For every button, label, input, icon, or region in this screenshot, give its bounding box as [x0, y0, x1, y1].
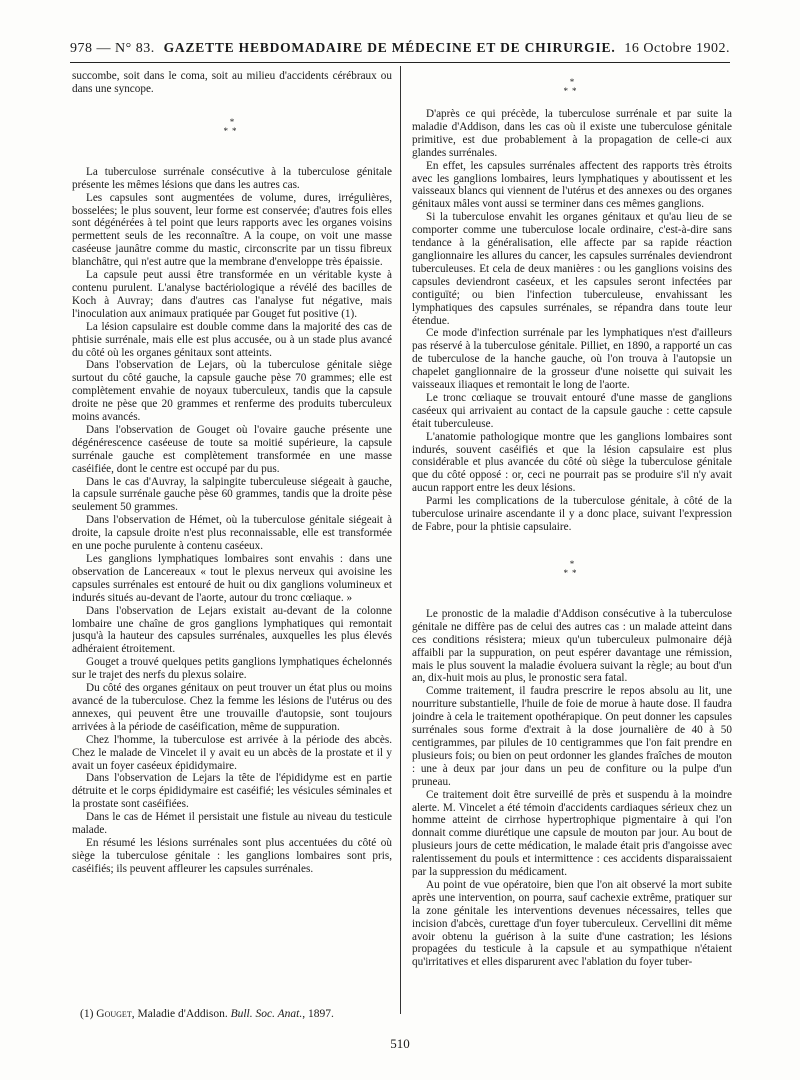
right-column — [412, 70, 732, 1035]
paragraph: La tuberculose surrénale consécutive à la tuberculose génitale présente les mêmes lésions que dans les autres cas. — [72, 165, 392, 191]
paragraph: Dans l'observation de Gouget où l'ovaire gauche présente une dégénérescence caséeuse de toute sa moitié supérieure, la capsule surrénale gauche est complètement transformée en une masse caséifiée, dont le centre est occupé par du pus. — [72, 423, 392, 475]
paragraph: Si la tuberculose envahit les organes génitaux et qu'au lieu de se comporter comme une tuberculose locale ordinaire, c'est-à-dire sans tendance à la généralisation, elle affecte par sa rapide réaction ganglionnaire les allures du cancer, les capsules surrénales deviendront tuberculeuses. Et cela de deux manières : ou les ganglions voisins des capsules deviendront caséeux, et les capsules seront infectées par contiguïté; ou bien l'infection tuberculeuse, envahissant les lymphatiques des capsules surrénales, se répandra dans toute leur étendue. — [412, 211, 732, 327]
paragraph: Dans l'observation de Lejars, où la tuberculose génitale siège surtout du côté gauche, la capsule gauche pèse 70 grammes; elle est complètement envahie de noyaux tuberculeux, tandis que la capsule droite ne pèse que 20 grammes et renferme des produits tuberculeux moins avancés. — [72, 359, 392, 424]
paragraph: Dans le cas d'Auvray, la salpingite tuberculeuse siégeait à gauche, la capsule surrénale gauche pèse 60 grammes, tandis que la droite pèse seulement 50 grammes. — [72, 475, 392, 514]
paragraph: Dans l'observation de Lejars la tête de l'épididyme est en partie détruite et le corps épididymaire est caséifié; les vésicules séminales et la prostate sont caséifiées. — [72, 772, 392, 811]
paragraph: Le pronostic de la maladie d'Addison consécutive à la tuberculose génitale ne diffère pas de celui des autres cas : un malade atteint dans ces conditions résistera; mieux qu'un tuberculeux pulmonaire déjà affaibli par la suppuration, on peut espérer davantage une rémission, mais le plus souvent la maladie évoluera suivant la règle; au bout d'un an, dix-huit mois au plus, le pronostic sera fatal. — [412, 607, 732, 685]
paragraph: Comme traitement, il faudra prescrire le repos absolu au lit, une nourriture substantielle, l'huile de foie de morue à haute dose. Il faudra joindre à cela le traitement opothérapique. On peut donner les capsules surrénales sous forme d'extrait à la dose journalière de 40 à 50 centigrammes, par pilules de 10 centigrammes que l'on fait prendre en plusieurs fois; ou bien on peut ordonner les glandes fraîches de mouton : une à deux par jour dans un peu de confiture ou la pulpe d'un pruneau. — [412, 685, 732, 788]
running-header — [70, 40, 730, 60]
paragraph: Parmi les complications de la tuberculose génitale, à côté de la tuberculose urinaire ascendante il y a donc place, suivant l'expression de Fabre, pour la phtisie capsulaire. — [412, 495, 732, 533]
page-number: 510 — [390, 1036, 410, 1051]
footnote — [80, 1008, 400, 1020]
section-asterism: * ** — [563, 77, 581, 96]
paragraph: succombe, soit dans le coma, soit au milieu d'accidents cérébraux ou dans une syncope. — [72, 70, 392, 95]
left-column — [72, 70, 392, 1035]
paragraph: L'anatomie pathologique montre que les ganglions lombaires sont indurés, souvent caséifiés et que la lésion capsulaire est plus considérable et plus avancée du côté où siège la tuberculose génitale que du côté opposé : or, ceci ne pourrait pas se produire s'il n'y avait aucun rapport entre les deux lésions. — [412, 430, 732, 495]
paragraph: Dans l'observation de Lejars existait au-devant de la colonne lombaire une chaîne de gros ganglions lymphatiques qui remontait jusqu'à la hauteur des capsules surrénales, auxquelles les plus élevés adhéraient étroitement. — [72, 604, 392, 656]
issue-number: 978 — N° 83. — [70, 41, 155, 56]
paragraph: La lésion capsulaire est double comme dans la majorité des cas de phtisie surrénale, mais elle est plus accusée, ou à un stade plus avancé du côté où les organes génitaux sont atteints. — [72, 320, 392, 359]
footnote-journal: Bull. Soc. Anat. — [230, 1008, 303, 1020]
paragraph: Le tronc cœliaque se trouvait entouré d'une masse de ganglions caséeux qui arrivaient au contact de la capsule gauche : cette capsule était tuberculeuse. — [412, 391, 732, 430]
paragraph: Les capsules sont augmentées de volume, dures, irrégulières, bosselées; le plus souvent, leur forme est conservée; d'autres fois elles sont dégénérées à tel point que leurs rapports avec les organes voisins permettent seuls de les reconnaître. A la coupe, on voit une masse caséeuse jaunâtre comme du mastic, circonscrite par un tissu fibreux blanchâtre, qui n'est autre que la membrane d'enveloppe très épaissie. — [72, 191, 392, 269]
paragraph: Ce mode d'infection surrénale par les lymphatiques n'est d'ailleurs pas réservé à la tuberculose génitale. Pilliet, en 1890, a rapporté un cas de tuberculose de la hanche gauche, où l'on trouva à l'autopsie un chapelet ganglionnaire de la grosseur d'une noisette qui suivait les vaisseaux iliaques et remontait le long de l'aorte. — [412, 327, 732, 392]
footnote-text: , Maladie d'Addison. — [131, 1008, 231, 1020]
paragraph: Au point de vue opératoire, bien que l'on ait observé la mort subite après une intervention, on pourra, sauf cachexie extrême, pratiquer sur la zone génitale les interventions devenues nécessaires, telles que incision d'abcès, curettage d'un foyer tuberculeux. Cervellini dit même avoir obtenu la guérison à la suite d'une castration; les lésions propagées du testicule à la capsule et au sympathique n'étaient qu'irritatives et elles disparurent avec l'ablation du foyer tuber- — [412, 878, 732, 969]
footnote-marker: (1) — [80, 1008, 97, 1020]
paragraph: En effet, les capsules surrénales affectent des rapports très étroits avec les ganglions lombaires, leurs lymphatiques y aboutissent et les vaisseaux blancs qui viennent de l'utérus et des annexes ou des organes génitaux mâles vont aussi se terminer dans ces mêmes ganglions. — [412, 159, 732, 211]
paragraph: Ce traitement doit être surveillé de près et suspendu à la moindre alerte. M. Vincelet a été témoin d'accidents cardiaques sérieux chez un homme atteint de cirrhose hypertrophique pigmentaire à qui l'on donnait comme diurétique une capsule de mouton par jour. Au bout de plusieurs jours de cette médication, le malade était pris d'angoisse avec ralentissement du pouls et intermittence : ces accidents disparaissaient par la suppression du médicament. — [412, 788, 732, 879]
paragraph: Du côté des organes génitaux on peut trouver un état plus ou moins avancé de la tuberculose. Chez la femme les lésions de l'utérus ou des annexes, qui peuvent être une trouvaille d'autopsie, sont toujours arrivées à la période de caséification, même de suppuration. — [72, 682, 392, 733]
footnote-author: Gouget — [96, 1008, 132, 1020]
paragraph: Les ganglions lymphatiques lombaires sont envahis : dans une observation de Lancereaux « tout le plexus nerveux qui avoisine les capsules surrénales est entouré de huit ou dix ganglions volumineux et indurés situés au-devant de l'aorte, autour du tronc cœliaque. » — [72, 553, 392, 604]
header-rule — [70, 62, 730, 63]
column-divider — [400, 66, 401, 1014]
section-asterism: * ** — [563, 558, 581, 578]
paragraph: Chez l'homme, la tuberculose est arrivée à la période des abcès. Chez le malade de Vincelet il y avait eu un abcès de la prostate et il y avait un foyer caséeux épididymaire. — [72, 733, 392, 772]
paragraph: Dans l'observation de Hémet, où la tuberculose génitale siégeait à droite, la capsule droite n'est plus reconnaissable, elle est transformée en une poche purulente à contenu caséeux. — [72, 514, 392, 553]
paragraph: En résumé les lésions surrénales sont plus accentuées du côté où siège la tuberculose génitale : les ganglions lombaires sont pris, caséifiés; ils peuvent affleurer les capsules surrénales. — [72, 836, 392, 875]
journal-title: GAZETTE HEBDOMADAIRE DE MÉDECINE ET DE CHIRURGIE. — [163, 40, 616, 55]
paragraph: Dans le cas de Hémet il persistait une fistule au niveau du testicule malade. — [72, 811, 392, 837]
section-asterism: * ** — [223, 116, 241, 136]
footnote-year: , 1897. — [302, 1008, 334, 1020]
issue-date: 16 Octobre 1902. — [624, 41, 730, 56]
paragraph: Gouget a trouvé quelques petits ganglions lymphatiques échelonnés sur le trajet des nerfs du plexus solaire. — [72, 656, 392, 682]
paragraph: D'après ce qui précède, la tuberculose surrénale et par suite la maladie d'Addison, dans les cas où il existe une tuberculose génitale primitive, est due probablement à la propagation de celle-ci aux glandes surrénales. — [412, 108, 732, 159]
paragraph: La capsule peut aussi être transformée en un véritable kyste à contenu purulent. L'analyse bactériologique a révélé des bacilles de Koch à Auvray; dans d'autres cas l'analyse fut négative, mais l'inoculation aux animaux pratiquée par Gouget fut positive (1). — [72, 269, 392, 320]
